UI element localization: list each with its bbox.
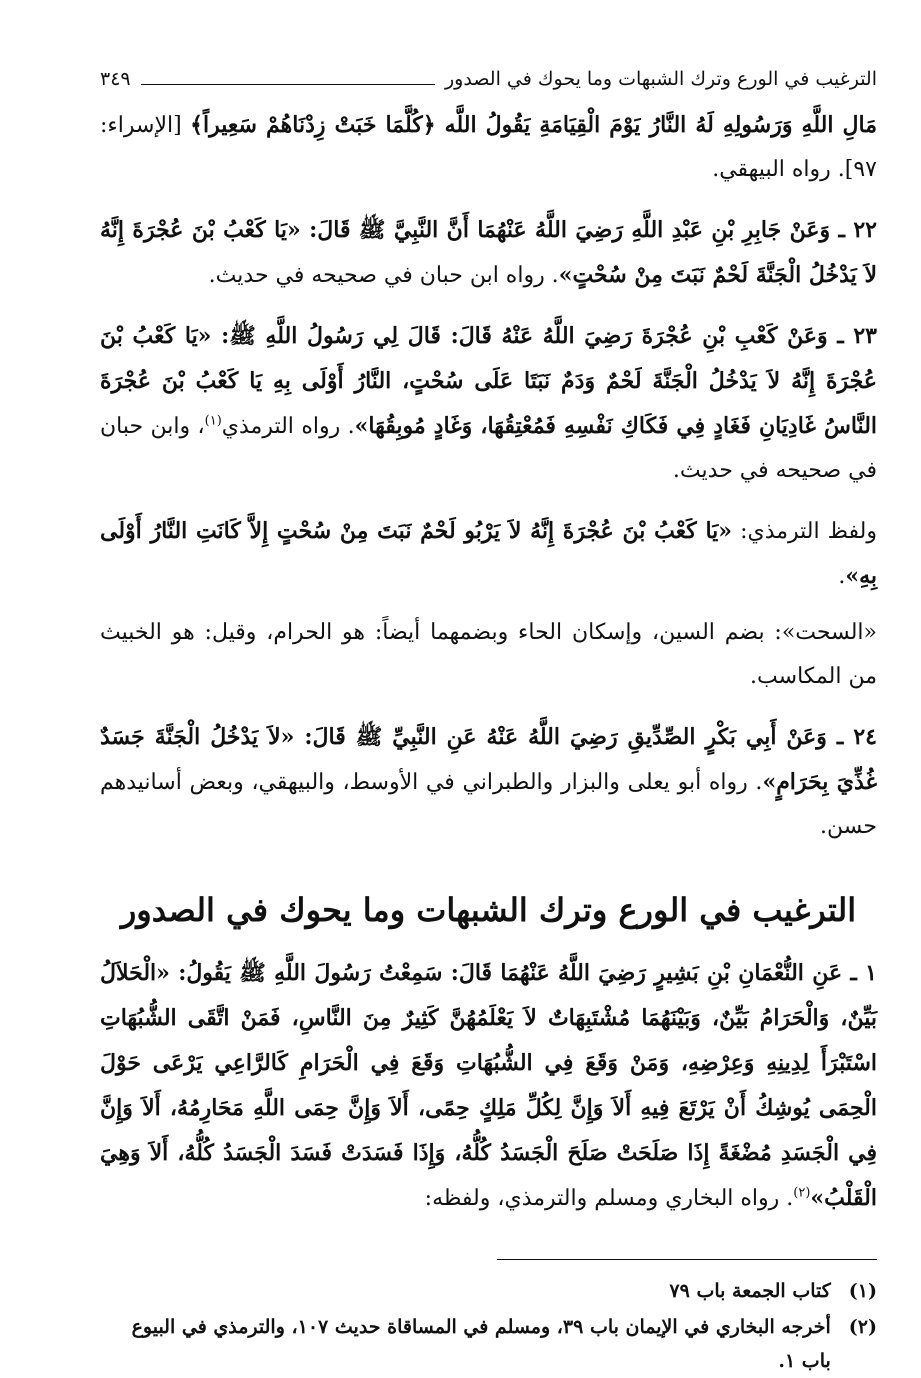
hadith-number: ٢٤ ـ [836,724,877,750]
source-text: . رواه ابن حبان في صحيحه في حديث. [208,263,559,288]
paragraph-23 [100,314,877,493]
running-head-title: الترغيب في الورع وترك الشبهات وما يحوك في الصدور [445,68,877,90]
hadith-text: وَعَنْ أَبِي بَكْرٍ الصِّدِّيقِ رَضِيَ اللَّهُ عَنْهُ عَنِ النَّبِيِّ ﷺ قَالَ: «لاَ يَدْخُلُ الْجَنَّةَ جَسَدٌ غُذِّيَ بِحَرَامٍ» [100,724,877,795]
tail-text: . [838,564,846,589]
footnote-number: (١) [848,1280,877,1302]
footnote-2 [100,1310,877,1378]
footnotes [100,1274,877,1378]
source-text-cont: ، وابن حبان في صحيحه في حديث. [100,414,877,483]
hadith-number: ١ ـ [850,960,877,986]
running-head [100,70,877,89]
source-text: [الإسراء: ٩٧]. رواه البيهقي. [100,113,877,182]
footnote-rule [497,1259,877,1260]
hadith-text: وَعَنْ كَعْبِ بْنِ عُجْرَةَ رَضِيَ اللَّهُ عَنْهُ قَالَ: قَالَ لِي رَسُولُ اللَّهِ ﷺ: «يَا كَعْبُ بْنَ عُجْرَةَ إِنَّهُ لاَ يَدْخُلُ الْجَنَّةَ لَحْمٌ وَدَمٌ نَبَتَا عَلَى سُحْتٍ، النَّارُ أَوْلَى بِهِ يَا كَعْبُ بْنَ عُجْرَةَ النَّاسُ غَادِيَانِ فَغَادٍ فِي فَكَاكِ نَفْسِهِ فَمُعْتِقُهَا، وَغَادٍ مُوبِقُهَا» [100,323,878,439]
page-number: ٣٤٩ [100,68,131,90]
footnote-ref-2: (٢) [793,1185,811,1201]
source-text: . رواه الترمذي [221,414,355,439]
hadith-text: «يَا كَعْبُ بْنَ عُجْرَةَ إِنَّهُ لاَ يَرْبُو لَحْمٌ نَبَتَ مِنْ سُحْتٍ إِلاَّ كَانَتِ النَّارُ أَوْلَى بِهِ» [100,518,877,589]
paragraph-suht-definition [100,611,877,699]
hadith-number: ٢٣ ـ [837,323,877,349]
paragraph-continued [100,103,877,192]
definition-text: «السحت»: بضم السين، وإسكان الحاء وبضمهما أيضاً: هو الحرام، وقيل: هو الخبيث من المكاسب. [100,620,877,689]
source-text: . رواه البخاري ومسلم والترمذي، ولفظه: [424,1186,794,1211]
paragraph-tirmidhi-wording [100,509,877,599]
running-head-rule [141,84,435,85]
paragraph-24 [100,715,877,849]
footnote-1 [100,1274,877,1308]
paragraph-22 [100,208,877,298]
section-title: الترغيب في الورع وترك الشبهات وما يحوك في الصدور [120,891,857,929]
body-text [100,103,877,1221]
footnote-text: أخرجه البخاري في الإيمان باب ٣٩، ومسلم في المساقاة حديث ١٠٧، والترمذي في البيوع باب ١. [131,1316,831,1372]
footnote-text: كتاب الجمعة باب ٧٩ [669,1280,831,1302]
hadith-text: مَالِ اللَّهِ وَرَسُولِهِ لَهُ النَّارُ يَوْمَ الْقِيَامَةِ يَقُولُ اللَّه ﴿كُلَّمَا خَبَتْ زِدْنَاهُمْ سَعِيراً﴾ [190,112,877,138]
paragraph-section-1 [100,951,877,1221]
lead-text: ولفظ الترمذي: [732,519,877,544]
footnote-number: (٢) [848,1316,877,1338]
hadith-text: وَعَنْ جَابِرِ بْنِ عَبْدِ اللَّهِ رَضِيَ اللَّهُ عَنْهُمَا أَنَّ النَّبِيَّ ﷺ قَالَ: «يَا كَعْبُ بْنَ عُجْرَةَ إِنَّهُ لاَ يَدْخُلُ الْجَنَّةَ لَحْمٌ نَبَتَ مِنْ سُحْتٍ» [100,217,877,288]
hadith-number: ٢٢ ـ [838,217,877,243]
source-text: . رواه أبو يعلى والبزار والطبراني في الأوسط، والبيهقي، وبعض أسانيدهم حسن. [100,770,877,839]
hadith-text: عَنِ النُّعْمَانِ بْنِ بَشِيرٍ رَضِيَ اللَّهُ عَنْهُمَا قَالَ: سَمِعْتُ رَسُولَ اللَّهِ ﷺ يَقُولُ: «الْحَلاَلُ بَيِّنٌ، وَالْحَرَامُ بَيِّنٌ، وَبَيْنَهُمَا مُشْتَبِهَاتٌ لاَ يَعْلَمُهُنَّ كَثِيرٌ مِنَ النَّاسِ، فَمَنْ اتَّقَى الشُّبُهَاتِ اسْتَبْرَأَ لِدِينِهِ وَعِرْضِهِ، وَمَنْ وَقَعَ فِي الشُّبُهَاتِ وَقَعَ فِي الْحَرَامِ كَالرَّاعِي يَرْعَى حَوْلَ الْحِمَى يُوشِكُ أَنْ يَرْتَعَ فِيهِ أَلاَ وَإِنَّ لِكُلِّ مَلِكٍ حِمًى، أَلاَ وَإِنَّ حِمَى اللَّهِ مَحَارِمُهُ، أَلاَ وَإِنَّ فِي الْجَسَدِ مُضْغَةً إِذَا صَلَحَتْ صَلَحَ الْجَسَدُ كُلُّهُ، وَإِذَا فَسَدَتْ فَسَدَ الْجَسَدُ كُلُّهُ، أَلاَ وَهِيَ الْقَلْبُ» [100,960,877,1211]
footnote-ref-1: (١) [204,413,222,429]
